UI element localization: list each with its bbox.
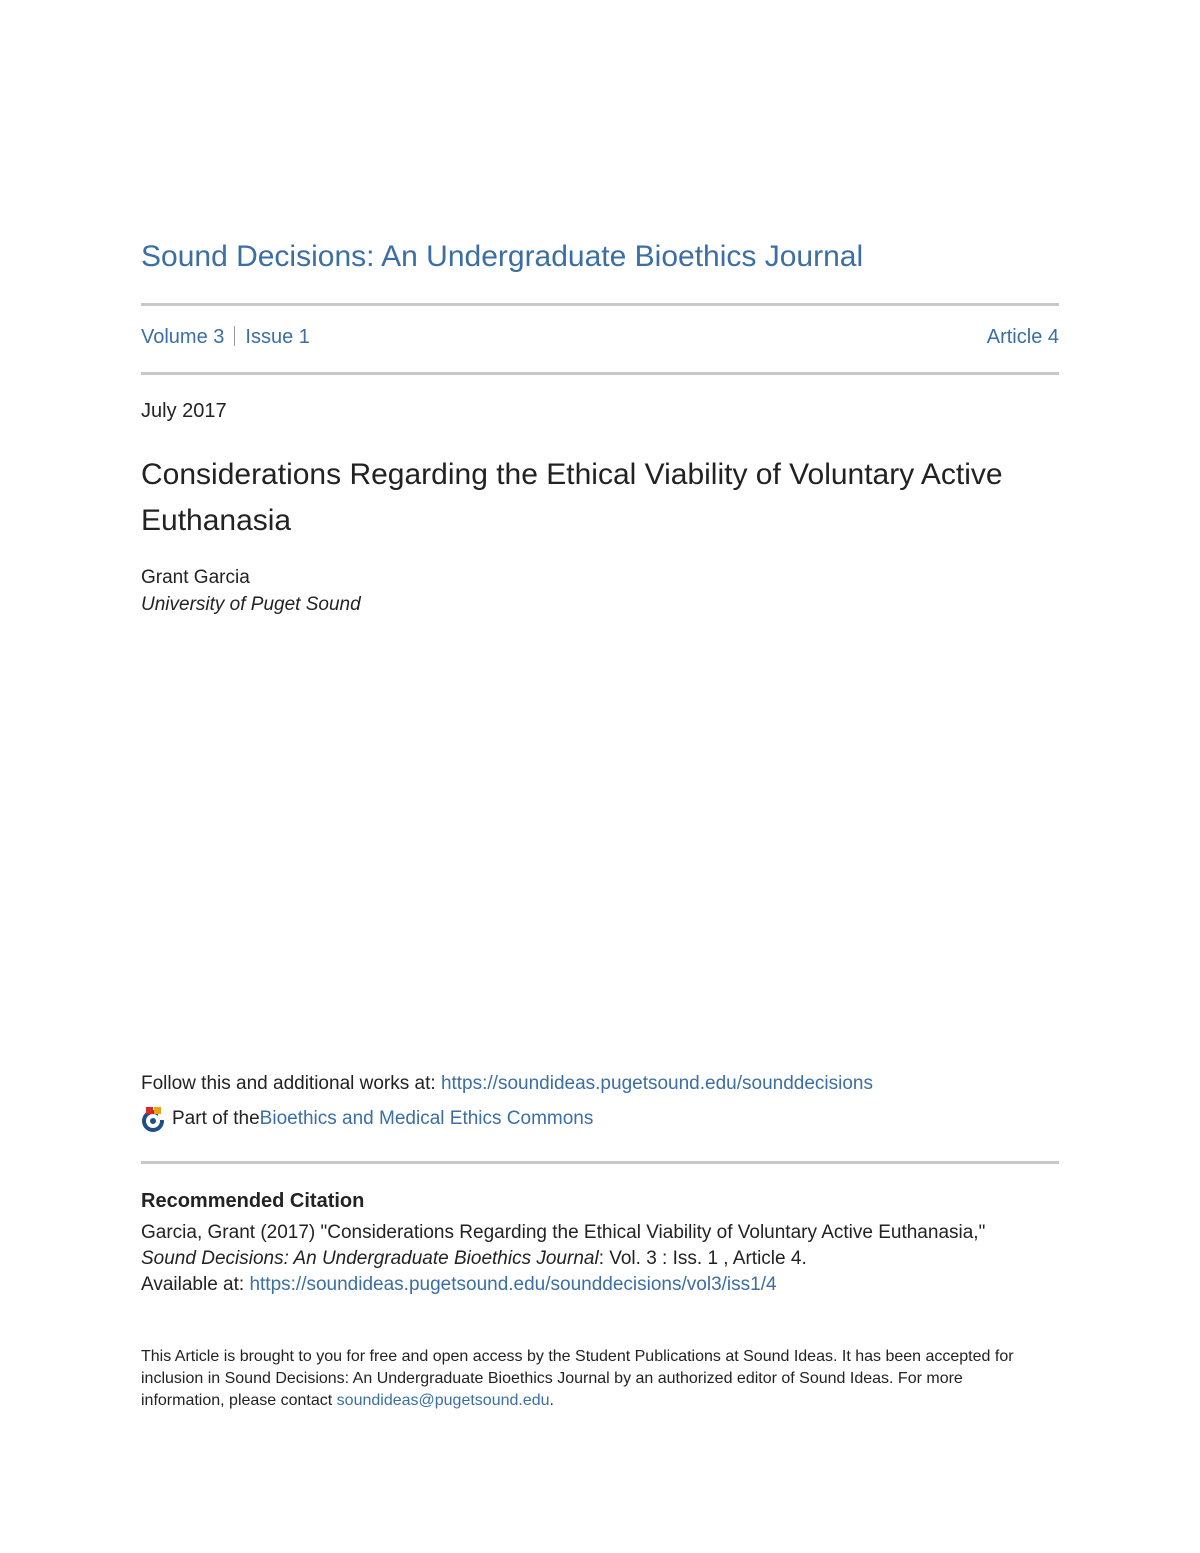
part-of-label: Part of the	[172, 1108, 260, 1129]
access-statement-end: .	[549, 1392, 554, 1409]
network-commons-icon	[141, 1105, 167, 1133]
citation-line-1: Garcia, Grant (2017) "Considerations Regarding the Ethical Viability of Voluntary Active Euthanasia,"	[141, 1222, 986, 1243]
contact-email-link[interactable]: soundideas@pugetsound.edu	[336, 1392, 550, 1409]
available-label: Available at:	[141, 1274, 250, 1295]
follow-url-link[interactable]: https://soundideas.pugetsound.edu/sounddecisions	[440, 1073, 873, 1094]
cover-page	[141, 0, 1059, 1553]
issue-bar	[141, 326, 1059, 349]
journal-title-link[interactable]: Sound Decisions: An Undergraduate Bioethics Journal	[141, 240, 864, 273]
available-url-link[interactable]: https://soundideas.pugetsound.edu/sounddecisions/vol3/iss1/4	[249, 1274, 777, 1295]
citation-volume-info: : Vol. 3 : Iss. 1 , Article 4.	[598, 1248, 807, 1269]
follow-label: Follow this and additional works at:	[141, 1073, 441, 1094]
part-of-line	[141, 1105, 593, 1133]
citation-block	[141, 1220, 1059, 1298]
author-name: Grant Garcia	[141, 567, 250, 588]
access-statement-text: This Article is brought to you for free and open access by the Student Publications at Sound Ideas. It has been accepted for inclusion in Sound Decisions: An Undergraduate Bioethics Journal by an authorized editor of Sound Ideas. For more information, please contact	[141, 1348, 1014, 1409]
volume-link[interactable]: Volume 3	[141, 326, 225, 348]
top-divider	[141, 303, 1059, 306]
publication-date: July 2017	[141, 400, 227, 422]
citation-journal-name: Sound Decisions: An Undergraduate Bioethics Journal	[141, 1248, 599, 1269]
citation-line-2	[141, 1246, 1059, 1272]
issue-divider	[141, 372, 1059, 375]
follow-line	[141, 1073, 873, 1095]
citation-line-3	[141, 1272, 1059, 1298]
author-affiliation: University of Puget Sound	[141, 594, 361, 615]
commons-link[interactable]: Bioethics and Medical Ethics Commons	[259, 1108, 594, 1129]
article-number-link[interactable]: Article 4	[986, 326, 1059, 348]
issue-separator	[234, 326, 235, 346]
article-title: Considerations Regarding the Ethical Viability of Voluntary Active Euthanasia	[141, 458, 1003, 537]
issue-link[interactable]: Issue 1	[245, 326, 310, 348]
recommended-citation-heading: Recommended Citation	[141, 1190, 365, 1212]
citation-divider	[141, 1161, 1059, 1164]
access-statement	[141, 1346, 1031, 1412]
